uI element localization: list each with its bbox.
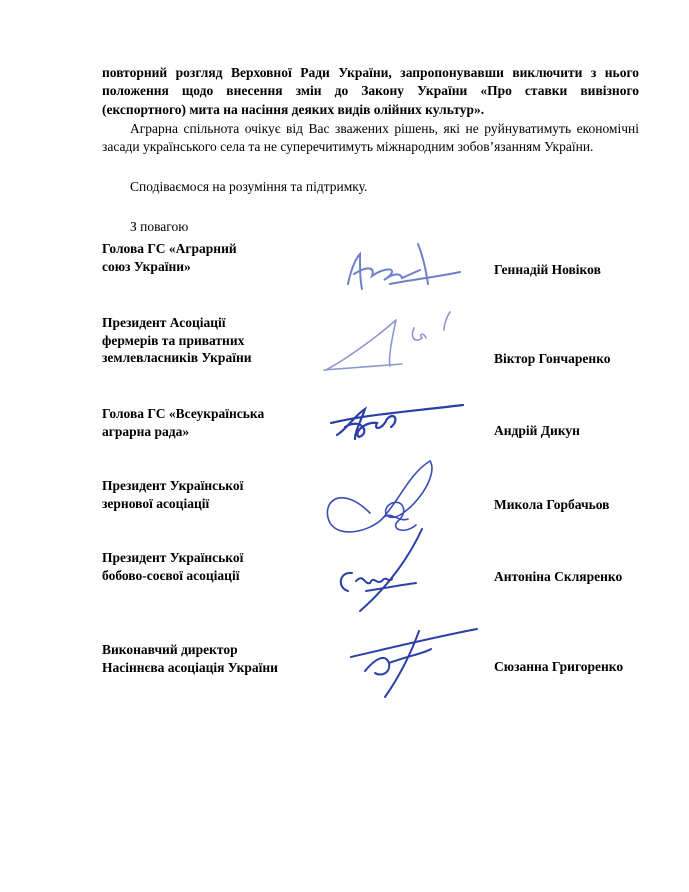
signatory-name: Віктор Гончаренко	[494, 351, 611, 366]
position-line: аграрна рада»	[102, 423, 190, 439]
signatory-position	[102, 477, 332, 512]
position-line: Президент Української	[102, 478, 244, 493]
paragraph-expectation: Аграрна спільнота очікує від Вас зважених рішень, які не руйнуватимуть економічні засади українського села та не суперечитимуть міжнародним зобов’язанням України.	[102, 121, 639, 155]
signatory-position	[102, 314, 332, 367]
position-line: зернової асоціації	[102, 495, 210, 511]
signatory-name: Микола Горбачьов	[494, 497, 610, 512]
closing-regards: З повагою	[130, 219, 189, 234]
signatory-position	[102, 641, 332, 676]
signature-image	[325, 397, 470, 447]
position-line: Виконавчий директор	[102, 642, 238, 657]
position-line: Президент Української	[102, 550, 244, 565]
signature-image	[330, 525, 450, 620]
position-line: землевласників України	[102, 350, 252, 365]
signatory-name: Сюзанна Григоренко	[494, 659, 624, 674]
position-line: Голова ГС «Аграрний	[102, 241, 237, 256]
paragraph-hope: Сподіваємося на розуміння та підтримку.	[130, 179, 368, 194]
signatory-position	[102, 405, 332, 440]
position-line: фермерів та приватних	[102, 332, 245, 348]
signatory-name: Антоніна Скляренко	[494, 569, 623, 584]
signatory-name: Андрій Дикун	[494, 423, 580, 438]
signatory-position	[102, 549, 332, 584]
signature-image	[318, 308, 468, 378]
position-line: Президент Асоціації	[102, 315, 226, 330]
position-line: Насіннєва асоціація України	[102, 659, 278, 675]
position-line: союз України»	[102, 258, 191, 274]
paragraph-request: повторний розгляд Верховної Ради України, запропонувавши виключити з нього положення щодо внесення змін до Закону України «Про ставки вивізного (експортного) мита на насіння деяких видів олійних культур».	[102, 65, 639, 117]
position-line: Голова ГС «Всеукраїнська	[102, 406, 265, 421]
signatory-position	[102, 240, 332, 275]
signature-image	[345, 623, 485, 703]
signature-image	[330, 234, 480, 299]
position-line: бобово-соєвої асоціації	[102, 567, 240, 583]
signatory-name: Геннадій Новіков	[494, 262, 601, 277]
